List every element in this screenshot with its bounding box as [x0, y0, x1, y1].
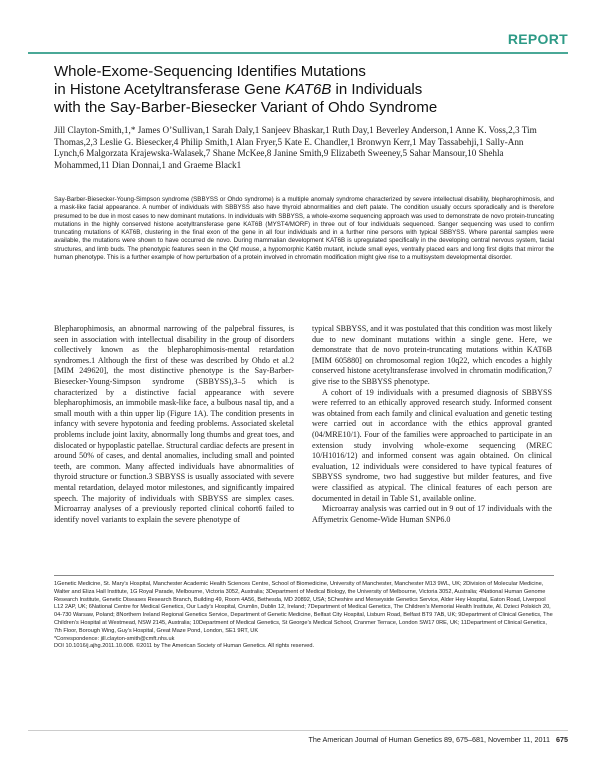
page-footer [309, 735, 568, 744]
section-label: REPORT [507, 31, 568, 47]
footer-divider [28, 730, 568, 731]
title-gene: KAT6B [284, 81, 332, 98]
page-number: 675 [556, 735, 568, 744]
body-paragraph: typical SBBYSS, and it was postulated that this condition was most likely due to new dominant mutations within a single gene. Here, we demonstrate that de novo protein-truncating mutations within KAT6B [MIM 605880] on chromosomal region 10q22, which encodes a highly conserved histone acetyltransferase involved in chromatin modification,7 give rise to the SBBYSS phenotype. [312, 324, 552, 386]
footnotes [54, 581, 554, 651]
title-line-1: Whole-Exome-Sequencing Identifies Mutations [54, 63, 366, 80]
title-line-2b: in Individuals [331, 81, 423, 98]
title-line-3: with the Say-Barber-Biesecker Variant of Ohdo Syndrome [54, 99, 438, 116]
doi-line[interactable]: DOI 10.1016/j.ajhg.2011.10.008. ©2011 by The American Society of Human Genetics. All rights reserved. [54, 643, 315, 650]
correspondence[interactable]: *Correspondence: jill.clayton-smith@cmft.nhs.uk [54, 635, 175, 642]
body-column-right [312, 324, 552, 525]
body-paragraph: Microarray analysis was carried out in 9 out of 17 individuals with the Affymetrix Genome-Wide Human SNP6.0 [312, 504, 552, 524]
affiliations: 1Genetic Medicine, St. Mary’s Hospital, Manchester Academic Health Sciences Centre, School of Biomedicine, University of Manchester, Manchester M13 9WL, UK; 2Division of Molecular Medicine, Walter and Eliza Hall Institute, 1G Royal Parade, Melbourne, Victoria 3052, Australia; 3Department of Medical Biology, the University of Melbourne, Victoria 3052, Australia; 4National Human Genome Research Institute, Genetic Diseases Research Branch, Building 49, Room 4A56, Bethesda, MD 20892, USA; 5Cheshire and Merseyside Genetics Service, Alder Hey Hospital, Eaton Road, Liverpool L12 2AP, UK; 6National Centre for Medical Genetics, Our Lady’s Hospital, Crumlin, Dublin 12, Ireland; 7Department of Medical Genetics, The Children’s Memorial Health Institute, Al. Dzieci Polskich 20, 04-730 Warsaw, Poland; 8Northern Ireland Regional Genetics Service, Department of Genetic Medicine, Belfast City Hospital, Lisburn Road, Belfast BT9 7AB, UK; 9Department of Clinical Genetics, The Children’s Hospital at Westmead, NSW 2145, Australia; 10Department of Medical Genetics, St George’s Medical School, Cranmer Terrace, London SW17 0RE, UK; 11Department of Clinical Genetics, 7th Floor, Borough Wing, Guy’s Hospital, Great Maze Pond, London, SE1 9RT, UK [54, 581, 553, 634]
title-line-2a: in Histone Acetyltransferase Gene [54, 81, 285, 98]
journal-citation: The American Journal of Human Genetics 89, 675–681, November 11, 2011 [308, 735, 550, 744]
body-column-left [54, 324, 294, 525]
abstract: Say-Barber-Biesecker-Young-Simpson syndrome (SBBYSS or Ohdo syndrome) is a multiple anomaly syndrome characterized by severe intellectual disability, blepharophimosis, and a mask-like facial appearance. A number of individuals with SBBYSS also have thyroid abnormalities and cleft palate. The condition usually occurs sporadically and is therefore presumed to be due in most cases to new dominant mutations. In individuals with SBBYSS, a whole-exome sequencing approach was used to demonstrate de novo protein-truncating mutations in the highly conserved histone acetyltransferase gene KAT6B (MYST4/MORF) in three out of four individuals sequenced. Sanger sequencing was used to confirm truncating mutations of KAT6B, clustering in the final exon of the gene in all four individuals and in a further nine persons with typical SBBYSS. Where parental samples were available, the mutations were shown to have occurred de novo. During mammalian development KAT6B is upregulated specifically in the developing central nervous system, facial structures, and limb buds. The phenotypic features seen in the Qkf mouse, a hypomorphic Kat6b mutant, include small eyes, ventrally placed ears and long first digits that mirror the human phenotype. This is a further example of how perturbation of a protein involved in chromatin modification might give rise to a multisystem developmental disorder. [54, 196, 554, 262]
body-paragraph: A cohort of 19 individuals with a presumed diagnosis of SBBYSS were referred to an ethically approved research study. Informed consent was obtained from each family and clinical evaluation and genetic testing were carried out in accordance with the ethics approval granted (04/MRE10/1). Four of the families were approached to participate in an extension study involving whole-exome sequencing (MREC 10/H1016/12) and informed consent was again obtained. On clinical evaluation, 12 individuals were considered to have typical features of SBBYSS syndrome, two had suggestive but milder features, and five were classified as atypical. The clinical features of each person are documented in detail in Table S1, available online. [312, 387, 552, 503]
footnote-divider [54, 575, 554, 576]
body-paragraph: Blepharophimosis, an abnormal narrowing of the palpebral fissures, is seen in association with intellectual disability in the group of disorders collectively known as the blepharophimosis-mental retardation syndromes.1 Although the first of these was described by Ohdo et al.2 [MIM 249620], the most distinctive phenotype is the Say-Barber-Biesecker-Young-Simpson syndrome (SBBYSS),3–5 which is characterized by a distinctive facial appearance with severe blepharophimosis, an immobile mask-like face, a bulbous nasal tip, and a small mouth with a thin upper lip (Figure 1A). The condition presents in infancy with severe hypotonia and feeding problems. Associated skeletal problems include joint laxity, abnormally long thumbs and great toes, and dislocated or hypoplastic patellae. Structural cardiac defects are present in around 50% of cases, and dental anomalies, including small and pointed teeth, are common. Many affected individuals have abnormalities of thyroid structure or function.3 SBBYSS is usually associated with severe mental retardation, delayed motor milestones, and significantly impaired speech. The majority of individuals with SBBYSS are simplex cases. Microarray analyses of a previously reported clinical cohort6 failed to identify novel variants to explain the severe phenotype of [54, 324, 295, 524]
author-list: Jill Clayton-Smith,1,* James O’Sullivan,1 Sarah Daly,1 Sanjeev Bhaskar,1 Ruth Day,1 Beverley Anderson,1 Anne K. Voss,2,3 Tim Thomas,2,3 Leslie G. Biesecker,4 Philip Smith,1 Alan Fryer,5 Kate E. Chandler,1 Bronwyn Kerr,1 May Tassabehji,1 Sally-Ann Lynch,6 Malgorzata Krajewska-Walasek,7 Shane McKee,8 Janine Smith,9 Elizabeth Sweeney,5 Sahar Mansour,10 Shehla Mohammed,11 Dian Donnai,1 and Graeme Black1 [54, 125, 537, 170]
header-divider [28, 52, 568, 54]
title-line-2 [54, 81, 534, 99]
article-title [54, 63, 534, 117]
